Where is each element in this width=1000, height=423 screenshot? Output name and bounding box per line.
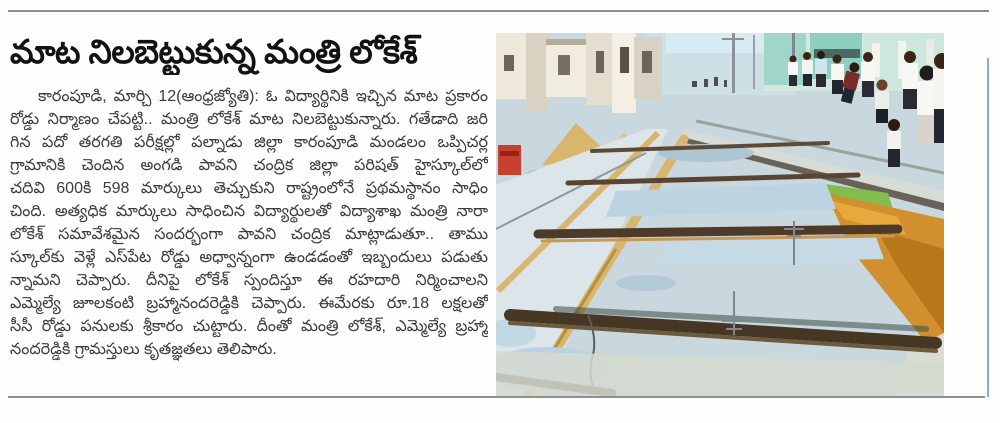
article-body-line: లోకేశ్ సమావేశమైన సందర్భంగా పావని చంద్రిక మాట్లాడుతూ.. తాము (10, 225, 488, 243)
article-body-line: కారంపూడి, మార్చి 12(ఆంధ్రజ్యోతి): ఓ విద్యార్థినికి ఇచ్చిన మాట ప్రకారం (38, 87, 488, 105)
article-body-line: రోడ్డు నిర్మాణం చేపట్టి.. మంత్రి లోకేశ్ మాట నిలబెట్టుకున్నారు. గతేడాది జరి (10, 110, 488, 128)
article-headline: మాట నిలబెట్టుకున్న మంత్రి లోకేశ్ (10, 33, 418, 70)
top-rule (8, 10, 989, 12)
article-body-line: న్నామని చెప్పారు. దీనిపై లోకేశ్ స్పందిస్తూ ఈ రహదారి నిర్మించాలని (10, 271, 488, 289)
article-body-line: నందరెడ్డికి గ్రామస్తులు కృతజ్ఞతలు తెలిపారు. (10, 340, 277, 358)
article-body-line: గిన పదో తరగతి పరీక్షల్లో పల్నాడు జిల్లా కారంపూడి మండలం ఒప్పిచర్ల (10, 133, 488, 151)
article-body-line: సీసీ రోడ్డు పనులకు శ్రీకారం చుట్టారు. దీంతో మంత్రి లోకేశ్, ఎమ్మెల్యే బ్రహ్మా (10, 317, 488, 335)
bottom-rule (8, 396, 985, 398)
column-separator (987, 58, 989, 397)
article (10, 30, 488, 361)
road-construction-illustration (496, 33, 944, 396)
article-body-line: గ్రామానికి చెందిన అంగడి పావని చంద్రిక జిల్లా పరిషత్ హైస్కూల్‌లో (10, 156, 488, 174)
news-photo (496, 33, 944, 396)
article-body-line: చింది. అత్యధిక మార్కులు సాధించిన విద్యార్థులతో విద్యాశాఖ మంత్రి నారా (10, 202, 488, 220)
article-body-line: చదివి 600కి 598 మార్కులు తెచ్చుకుని రాష్ట్రంలోనే ప్రథమస్థానం సాధిం (10, 179, 488, 197)
article-body (10, 85, 488, 361)
photo-sky (666, 33, 776, 53)
article-body-line: స్కూల్‌కు వెళ్లే ఎస్‌పేట రోడ్డు అధ్వాన్నంగా ఉండడంతో ఇబ్బందులు పడుతు (10, 248, 488, 266)
article-body-line: ఎమ్మెల్యే జూలకంటి బ్రహ్మానందరెడ్డికి చెప్పారు. ఈమేరకు రూ.18 లక్షలతో (10, 294, 488, 312)
